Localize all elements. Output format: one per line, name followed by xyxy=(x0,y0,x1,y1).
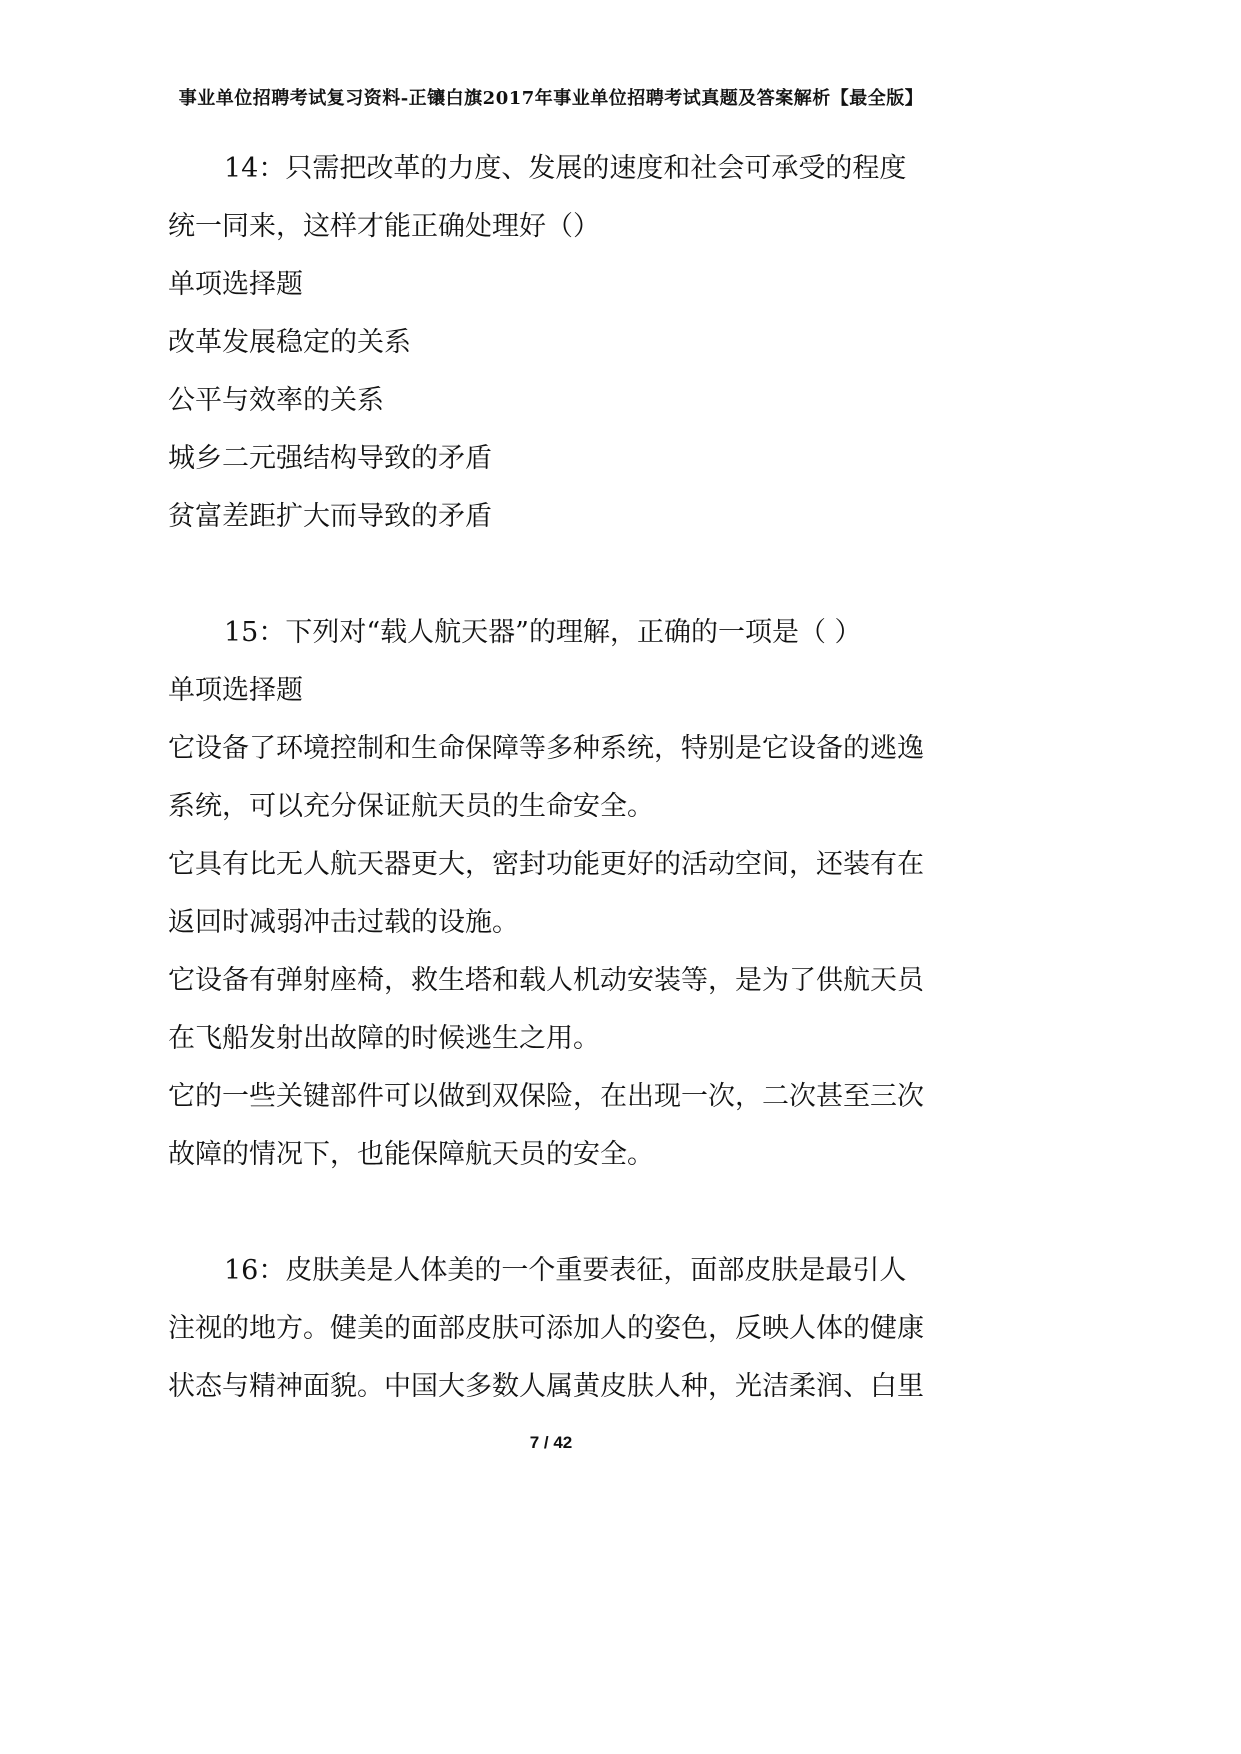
question-spacer xyxy=(168,1184,958,1242)
question-stem-line: 状态与精神面貌。中国大多数人属黄皮肤人种，光洁柔润、白里 xyxy=(168,1371,924,1402)
page-number: 7 / 42 xyxy=(529,1433,573,1452)
answer-option xyxy=(168,1068,958,1184)
answer-option-line: 它设备有弹射座椅，救生塔和载人机动安装等，是为了供航天员 xyxy=(168,965,924,996)
answer-option-line: 系统，可以充分保证航天员的生命安全。 xyxy=(168,791,654,822)
question-stem-line: 统一同来，这样才能正确处理好（） xyxy=(168,211,600,242)
question-stem-line: 16：皮肤美是人体美的一个重要表征，面部皮肤是最引人 xyxy=(224,1255,907,1286)
answer-option: 公平与效率的关系 xyxy=(168,385,384,416)
answer-option-line: 故障的情况下，也能保障航天员的安全。 xyxy=(168,1139,654,1170)
question-stem-line: 14：只需把改革的力度、发展的速度和社会可承受的程度 xyxy=(224,153,907,184)
question-type: 单项选择题 xyxy=(168,675,303,706)
question-type: 单项选择题 xyxy=(168,269,303,300)
question-stem-line: 注视的地方。健美的面部皮肤可添加人的姿色，反映人体的健康 xyxy=(168,1313,924,1344)
answer-option-line: 返回时减弱冲击过载的设施。 xyxy=(168,907,519,938)
answer-option-line: 它设备了环境控制和生命保障等多种系统，特别是它设备的逃逸 xyxy=(168,733,924,764)
question-15 xyxy=(168,604,958,1184)
answer-option xyxy=(168,720,958,836)
question-14 xyxy=(168,140,958,546)
answer-option-line: 它的一些关键部件可以做到双保险，在出现一次，二次甚至三次 xyxy=(168,1081,924,1112)
question-16 xyxy=(168,1242,958,1416)
document-header: 事业单位招聘考试复习资料-正镶白旗2017年事业单位招聘考试真题及答案解析【最全版】 xyxy=(178,88,924,109)
answer-option xyxy=(168,836,958,952)
answer-option-line: 它具有比无人航天器更大，密封功能更好的活动空间，还装有在 xyxy=(168,849,924,880)
answer-option: 城乡二元强结构导致的矛盾 xyxy=(168,443,492,474)
answer-option xyxy=(168,952,958,1068)
question-spacer xyxy=(168,546,958,604)
question-stem-line: 15：下列对“载人航天器”的理解，正确的一项是（ ） xyxy=(224,617,862,648)
answer-option-line: 在飞船发射出故障的时候逃生之用。 xyxy=(168,1023,600,1054)
answer-option: 贫富差距扩大而导致的矛盾 xyxy=(168,501,492,532)
document-body xyxy=(168,140,958,1416)
answer-option: 改革发展稳定的关系 xyxy=(168,327,411,358)
